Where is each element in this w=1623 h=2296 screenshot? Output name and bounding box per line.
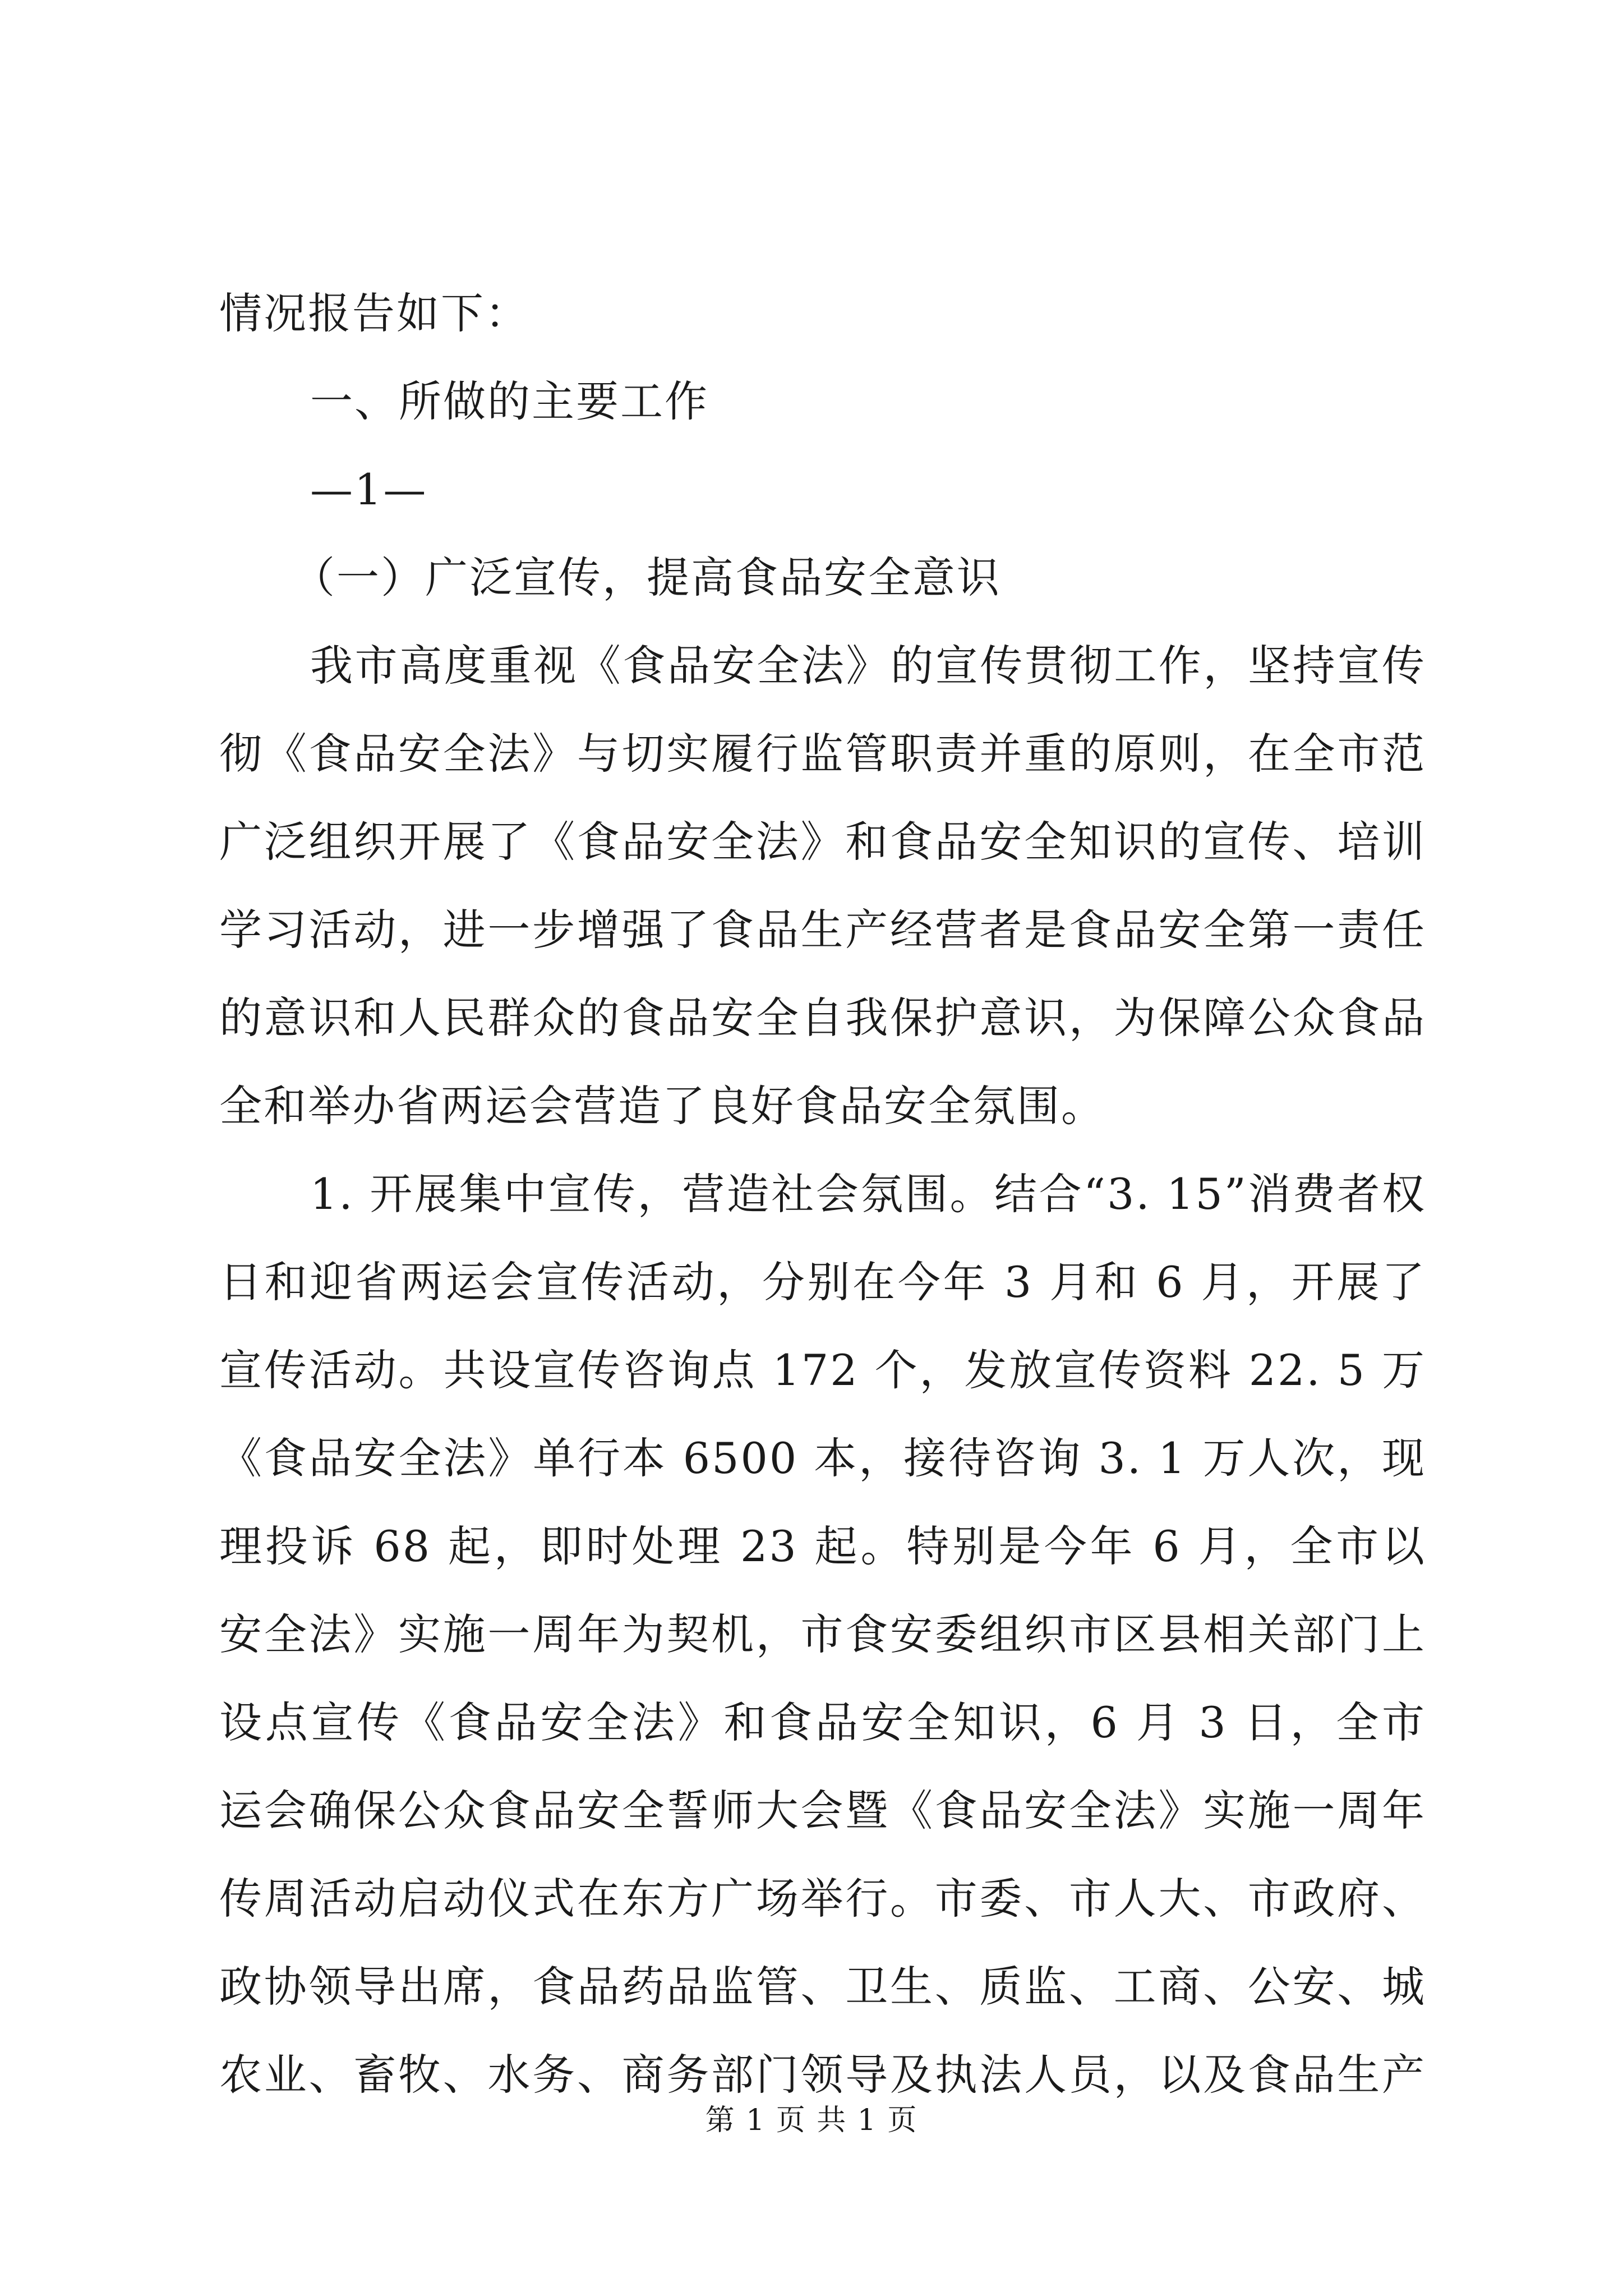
paragraph-line: 传周活动启动仪式在东方广场举行。市委、市人大、市政府、 <box>219 1874 1426 1924</box>
paragraph-line: 宣传活动。共设宣传咨询点 172 个，发放宣传资料 22. 5 万 <box>219 1345 1426 1395</box>
paragraph-line: 运会确保公众食品安全誓师大会暨《食品安全法》实施一周年 <box>219 1786 1426 1835</box>
document-body <box>219 269 1426 2119</box>
paragraph-line: 设点宣传《食品安全法》和食品安全知识，6 月 3 日，全市 <box>219 1697 1426 1747</box>
paragraph-line: 《食品安全法》单行本 6500 本，接待咨询 3. 1 万人次，现 <box>219 1433 1426 1483</box>
text-line-report-intro: 情况报告如下： <box>219 288 529 338</box>
paragraph-line: 的意识和人民群众的食品安全自我保护意识，为保障公众食品 <box>219 993 1426 1043</box>
paragraph-line: 农业、畜牧、水务、商务部门领导及执法人员，以及食品生产 <box>219 2050 1426 2100</box>
paragraph-line: 广泛组织开展了《食品安全法》和食品安全知识的宣传、培训 <box>219 817 1426 867</box>
subsection-heading-publicity: （一）广泛宣传，提高食品安全意识 <box>292 553 1001 602</box>
paragraph-line: 理投诉 68 起，即时处理 23 起。特别是今年 6 月，全市以 <box>219 1521 1426 1571</box>
page-marker: —1— <box>310 464 428 514</box>
paragraph-line: 安全法》实施一周年为契机，市食安委组织市区县相关部门上 <box>219 1609 1426 1659</box>
paragraph-line: 日和迎省两运会宣传活动，分别在今年 3 月和 6 月，开展了 <box>219 1257 1426 1307</box>
page-footer: 第 1 页 共 1 页 <box>705 2104 918 2137</box>
paragraph-line: 我市高度重视《食品安全法》的宣传贯彻工作，坚持宣传 <box>310 641 1426 691</box>
paragraph-line: 政协领导出席，食品药品监管、卫生、质监、工商、公安、城 <box>219 1962 1426 2012</box>
section-heading-main-work: 一、所做的主要工作 <box>310 376 709 426</box>
paragraph-line: 学习活动，进一步增强了食品生产经营者是食品安全第一责任 <box>219 905 1426 955</box>
paragraph-line: 全和举办省两运会营造了良好食品安全氛围。 <box>219 1081 1105 1131</box>
paragraph-line: 彻《食品安全法》与切实履行监管职责并重的原则，在全市范 <box>219 729 1426 779</box>
paragraph-line: 1. 开展集中宣传，营造社会氛围。结合“3. 15”消费者权 <box>310 1169 1426 1219</box>
